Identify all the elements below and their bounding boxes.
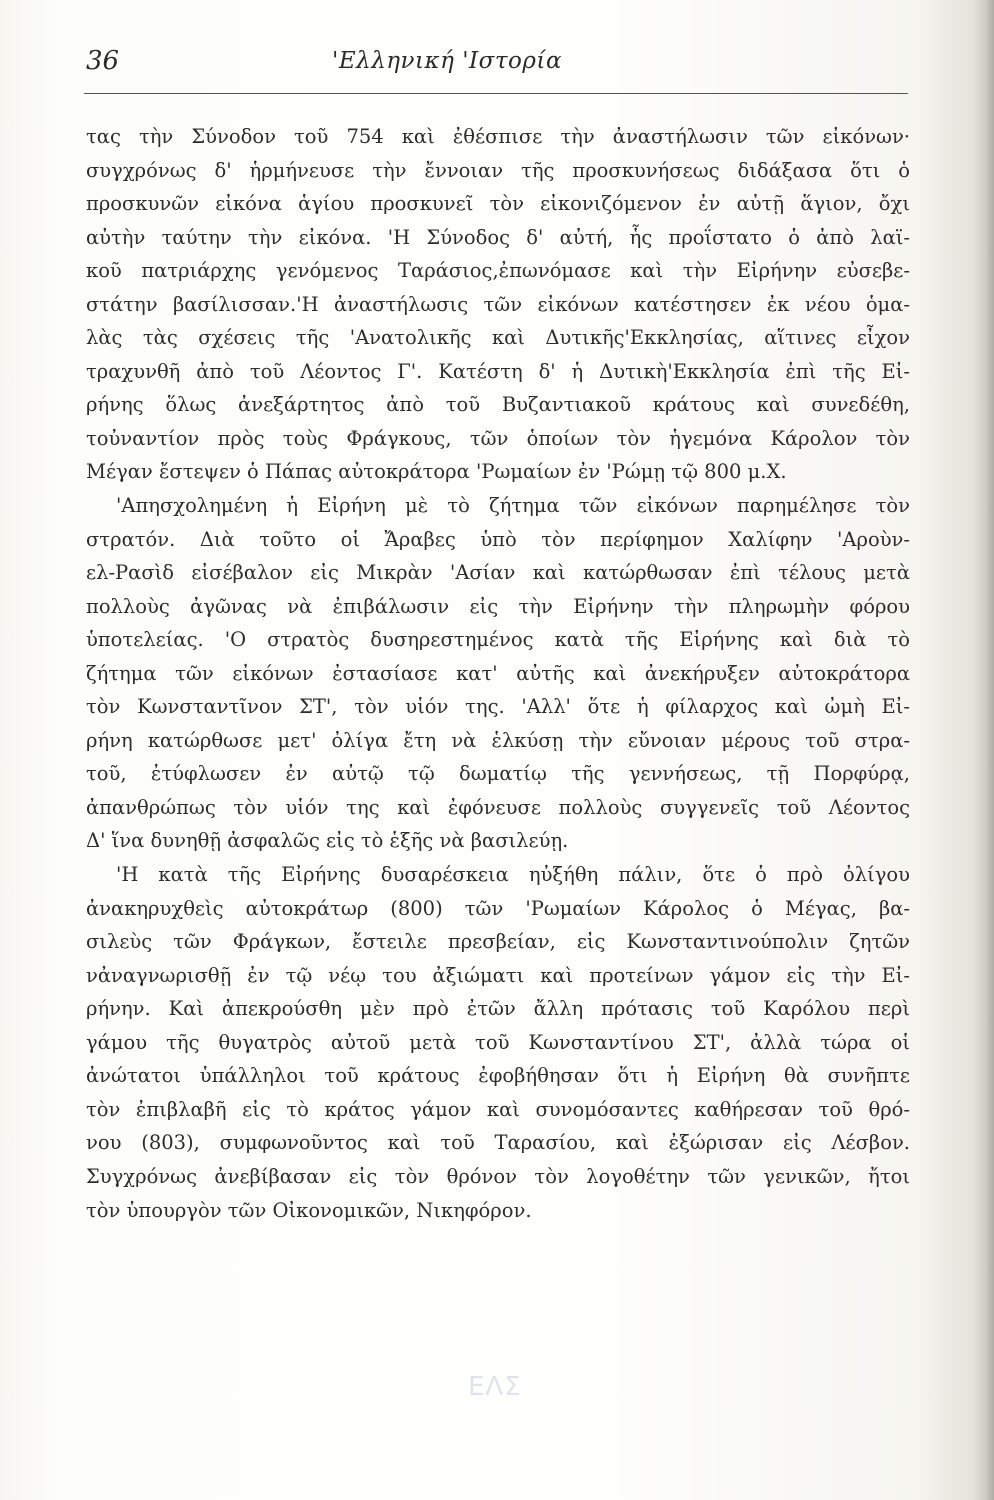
text-line: τὸν ὑπουργὸν τῶν Οἰκονομικῶν, Νικηφόρον. [86,1198,532,1222]
text-line: τραχυνθῆ ἀπὸ τοῦ Λέοντος Γ'. Κατέστη δ' ἡ Δυτικὴ'Εκκλησία ἐπὶ τῆς Εἰ- [86,359,910,383]
header-divider [84,93,908,94]
text-line: ἀνακηρυχθεὶς αὐτοκράτωρ (800) τῶν 'Ρωμαίων Κάρολος ὁ Μέγας, βα- [86,896,910,920]
text-line: τοῦ, ἐτύφλωσεν ἐν αὐτῷ τῷ δωματίῳ τῆς γεννήσεως, τῇ Πορφύρᾳ, [86,762,910,786]
text-line: νου (803), συμφωνοῦντος καὶ τοῦ Ταρασίου, καὶ ἐξώρισαν εἰς Λέσβον. [86,1131,910,1155]
text-line: πολλοὺς ἀγῶνας νὰ ἐπιβάλωσιν εἰς τὴν Εἰρήνην τὴν πληρωμὴν φόρου [86,594,910,618]
text-line: ἀνώτατοι ὑπάλληλοι τοῦ κράτους ἐφοβήθησαν ὅτι ἡ Εἰρήνη θὰ συνῆπτε [86,1064,910,1088]
text-line: λὰς τὰς σχέσεις τῆς 'Ανατολικῆς καὶ Δυτικῆς'Εκκλησίας, αἵτινες εἶχον [86,326,910,350]
text-line: ρήνην. Καὶ ἀπεκρούσθη μὲν πρὸ ἐτῶν ἄλλη πρότασις τοῦ Καρόλου περὶ [86,997,910,1021]
library-stamp: ΕΛΣ [468,1372,522,1402]
text-line: Μέγαν ἔστεψεν ὁ Πάπας αὐτοκράτορα 'Ρωμαίων ἐν 'Ρώμῃ τῷ 800 μ.Χ. [86,460,787,484]
text-line: τὸν ἐπιβλαβῆ εἰς τὸ κράτος γάμον καὶ συνομόσαντες καθήρεσαν τοῦ θρό- [86,1097,910,1121]
text-line: νἀναγνωρισθῇ ἐν τῷ νέῳ του ἀξιώματι καὶ προτείνων γάμον εἰς τὴν Εἰ- [86,963,910,987]
text-line: γάμου τῆς θυγατρὸς αὐτοῦ μετὰ τοῦ Κωνσταντίνου ΣΤ', ἀλλὰ τώρα οἱ [86,1030,910,1054]
page-header [86,40,906,90]
text-line: στρατόν. Διὰ τοῦτο οἱ Ἄραβες ὑπὸ τὸν περίφημον Χαλίφην 'Αροὺν- [86,527,910,551]
text-line: ελ-Ρασὶδ εἰσέβαλον εἰς Μικρὰν 'Ασίαν καὶ κατώρθωσαν ἐπὶ τέλους μετὰ [86,561,910,585]
text-line: κοῦ πατριάρχης γενόμενος Ταράσιος,ἐπωνόμασε καὶ τὴν Εἰρήνην εὐσεβε- [86,259,910,283]
page-number: 36 [86,46,120,76]
text-line: ὑποτελείας. 'Ο στρατὸς δυσηρεστημένος κατὰ τῆς Εἰρήνης καὶ διὰ τὸ [86,628,910,652]
paragraph-start-line: 'Απησχολημένη ἡ Εἰρήνη μὲ τὸ ζήτημα τῶν εἰκόνων παρημέλησε τὸν [116,494,910,518]
text-line: ζήτημα τῶν εἰκόνων ἐστασίασε κατ' αὐτῆς καὶ ἀνεκήρυξεν αὐτοκράτορα [86,661,910,685]
text-line: τὸν Κωνσταντῖνον ΣΤ', τὸν υἱόν της. 'Αλλ' ὅτε ἡ φίλαρχος καὶ ὠμὴ Εἰ- [86,695,910,719]
text-line: τοὐναντίον πρὸς τοὺς Φράγκους, τῶν ὁποίων τὸν ἡγεμόνα Κάρολον τὸν [86,426,910,450]
paragraph-start-line: 'Η κατὰ τῆς Εἰρήνης δυσαρέσκεια ηὐξήθη πάλιν, ὅτε ὁ πρὸ ὀλίγου [116,863,910,887]
text-line: ἀπανθρώπως τὸν υἱόν της καὶ ἐφόνευσε πολλοὺς συγγενεῖς τοῦ Λέοντος [86,795,910,819]
text-line: Συγχρόνως ἀνεβίβασαν εἰς τὸν θρόνον τὸν λογοθέτην τῶν γενικῶν, ἤτοι [86,1164,910,1188]
text-line: ρήνη κατώρθωσε μετ' ὀλίγα ἔτη νὰ ἑλκύσῃ τὴν εὔνοιαν μέρους τοῦ στρα- [86,728,910,752]
running-title: 'Ελληνική 'Ιστορία [332,48,562,74]
text-line: Δ' ἵνα δυνηθῇ ἀσφαλῶς εἰς τὸ ἑξῆς νὰ βασιλεύῃ. [86,829,569,853]
text-line: τας τὴν Σύνοδον τοῦ 754 καὶ ἐθέσπισε τὴν ἀναστήλωσιν τῶν εἰκόνων· [86,125,910,148]
text-line: σιλεὺς τῶν Φράγκων, ἔστειλε πρεσβείαν, εἰς Κωνσταντινούπολιν ζητῶν [86,930,910,954]
body-text [86,120,910,1227]
text-line: στάτην βασίλισσαν.'Η ἀναστήλωσις τῶν εἰκόνων κατέστησεν ἐκ νέου ὁμα- [86,292,910,316]
binding-shadow [972,0,994,1500]
text-line: αὐτὴν ταύτην τὴν εἰκόνα. 'Η Σύνοδος δ' αὐτή, ἧς προΐστατο ὁ ἀπὸ λαϊ- [86,225,910,249]
text-line: ρήνης ὅλως ἀνεξάρτητος ἀπὸ τοῦ Βυζαντιακοῦ κράτους καὶ συνεδέθη, [86,393,910,417]
text-line: προσκυνῶν εἰκόνα ἁγίου προσκυνεῖ τὸν εἰκονιζόμενον ἐν αὐτῇ ἅγιον, ὄχι [86,192,910,216]
text-line: συγχρόνως δ' ἡρμήνευσε τὴν ἔννοιαν τῆς προσκυνήσεως διδάξασα ὅτι ὁ [86,158,910,182]
